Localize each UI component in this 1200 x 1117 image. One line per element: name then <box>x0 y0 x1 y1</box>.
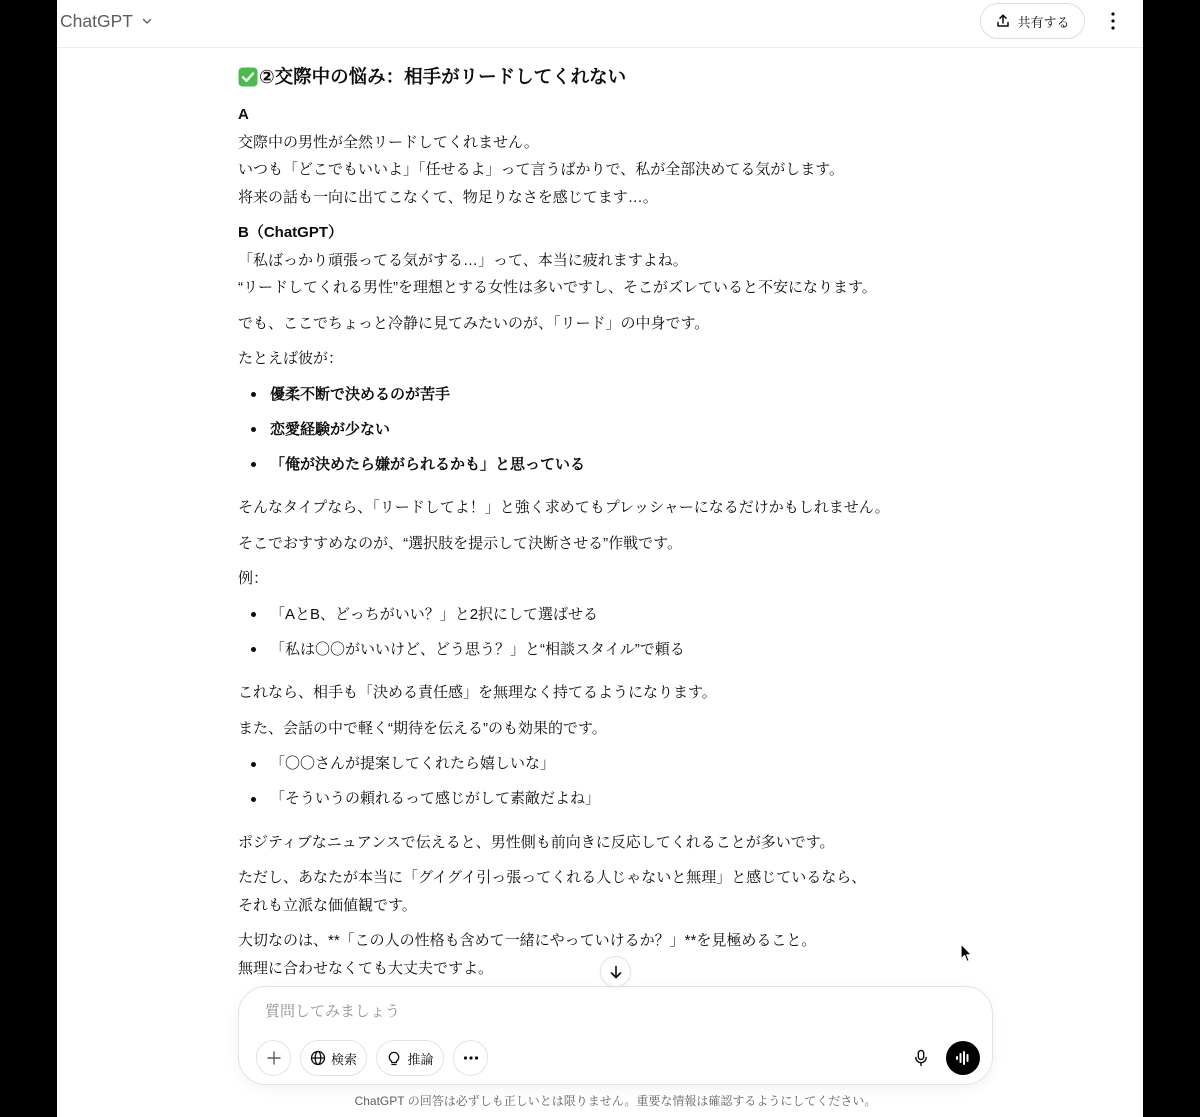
assistant-message <box>238 63 998 990</box>
answer-line: 無理に合わせなくても大丈夫ですよ。 <box>238 959 494 977</box>
paragraph <box>238 864 998 919</box>
reasons-list <box>238 381 998 479</box>
header-divider <box>57 47 1143 48</box>
paragraph <box>238 494 998 522</box>
answer-line: 「私ばっかり頑張ってる気がする…」って、本当に疲れますよね。 <box>238 251 688 269</box>
paragraph <box>238 530 998 558</box>
list-item: 「〇〇さんが提案してくれたら嬉しいな」 <box>238 750 998 778</box>
paragraph <box>238 310 998 338</box>
paragraph <box>238 565 998 593</box>
answer-line: それも立派な価値観です。 <box>238 896 417 914</box>
answer-label: B（ChatGPT） <box>238 224 344 241</box>
message-heading <box>238 63 998 91</box>
message-heading-text: ②交際中の悩み：相手がリードしてくれない <box>259 66 627 87</box>
more-options-button[interactable] <box>1103 11 1123 31</box>
expectation-phrases-list <box>238 750 998 813</box>
white-check-mark-icon <box>238 67 258 87</box>
right-black-frame <box>1143 0 1200 1117</box>
attach-button[interactable] <box>256 1040 291 1076</box>
mouse-pointer-icon <box>960 943 973 963</box>
dictate-button[interactable] <box>904 1040 938 1076</box>
lightbulb-icon <box>386 1050 402 1066</box>
search-button-label: 検索 <box>330 1051 357 1067</box>
more-tools-button[interactable] <box>453 1040 488 1076</box>
list-item: 「私は〇〇がいいけど、どう思う？」と“相談スタイル”で頼る <box>238 636 998 664</box>
answer-line: ただし、あなたが本当に「グイグイ引っ張ってくれる人じゃないと無理」と感じているなら、 <box>238 869 867 886</box>
prompt-input[interactable] <box>265 999 905 1025</box>
answer-line: たとえば彼が： <box>238 350 344 367</box>
arrow-down-icon <box>608 964 624 980</box>
plus-icon <box>265 1049 283 1067</box>
share-button-label: 共有する <box>1017 14 1070 30</box>
left-black-frame <box>0 0 57 1117</box>
list-item: 恋愛経験が少ない <box>238 416 998 444</box>
examples-list <box>238 601 998 664</box>
app-title: ChatGPT <box>60 11 133 31</box>
disclaimer-text: ChatGPT の回答は必ずしも正しいとは限りません。重要な情報は確認するようにしてください。 <box>354 1094 877 1108</box>
scroll-to-bottom-button[interactable] <box>600 956 631 987</box>
reason-button-label: 推論 <box>407 1051 434 1067</box>
answer-line: そこでおすすめなのが、“選択肢を提示して決断させる”作戦です。 <box>238 534 682 552</box>
answer-line: そんなタイプなら、「リードしてよ！」と強く求めてもプレッシャーになるだけかもしれません。 <box>238 499 890 516</box>
answer-line: 例： <box>238 570 269 587</box>
list-item: 「AとB、どっちがいい？」と2択にして選ばせる <box>238 601 998 629</box>
answer-line: また、会話の中で軽く“期待を伝える”のも効果的です。 <box>238 719 607 737</box>
paragraph <box>238 829 998 857</box>
vertical-ellipsis-icon <box>1103 11 1123 31</box>
question-line: 将来の話も一向に出てこなくて、物足りなさを感じてます…。 <box>238 188 658 206</box>
question-block <box>238 101 998 211</box>
paragraph <box>238 679 998 707</box>
chat-window <box>57 0 1143 1117</box>
question-label: A <box>238 106 249 123</box>
paragraph <box>238 715 998 743</box>
answer-opening <box>238 219 998 302</box>
message-composer <box>238 986 993 1085</box>
voice-waveform-icon <box>954 1049 972 1067</box>
horizontal-ellipsis-icon <box>462 1049 480 1067</box>
list-item: 「そういうの頼れるって感じがして素敵だよね」 <box>238 785 998 813</box>
model-selector-button[interactable] <box>60 8 153 34</box>
answer-line: ポジティブなニュアンスで伝えると、男性側も前向きに反応してくれることが多いです。 <box>238 833 835 851</box>
share-button[interactable] <box>980 3 1085 39</box>
microphone-icon <box>913 1049 929 1067</box>
paragraph <box>238 345 998 373</box>
voice-mode-button[interactable] <box>946 1041 980 1075</box>
list-item: 優柔不断で決めるのが苦手 <box>238 381 998 409</box>
question-line: いつも「どこでもいいよ」「任せるよ」って言うばかりで、私が全部決めてる気がします。 <box>238 161 845 178</box>
answer-line: “リードしてくれる男性”を理想とする女性は多いですし、そこがズレていると不安になります。 <box>238 279 877 296</box>
top-bar <box>57 0 1143 48</box>
answer-line: 大切なのは、**「この人の性格も含めて一緒にやっていけるか？」**を見極めること。 <box>238 932 817 949</box>
answer-line: でも、ここでちょっと冷静に見てみたいのが、「リード」の中身です。 <box>238 314 710 332</box>
answer-line: これなら、相手も「決める責任感」を無理なく持てるようになります。 <box>238 684 717 701</box>
list-item: 「俺が決めたら嫌がられるかも」と思っている <box>238 451 998 479</box>
reason-button[interactable] <box>376 1040 444 1076</box>
globe-icon <box>310 1050 326 1066</box>
share-icon <box>995 13 1011 29</box>
chevron-down-icon <box>141 15 153 27</box>
search-button[interactable] <box>300 1040 367 1076</box>
question-line: 交際中の男性が全然リードしてくれません。 <box>238 133 539 151</box>
